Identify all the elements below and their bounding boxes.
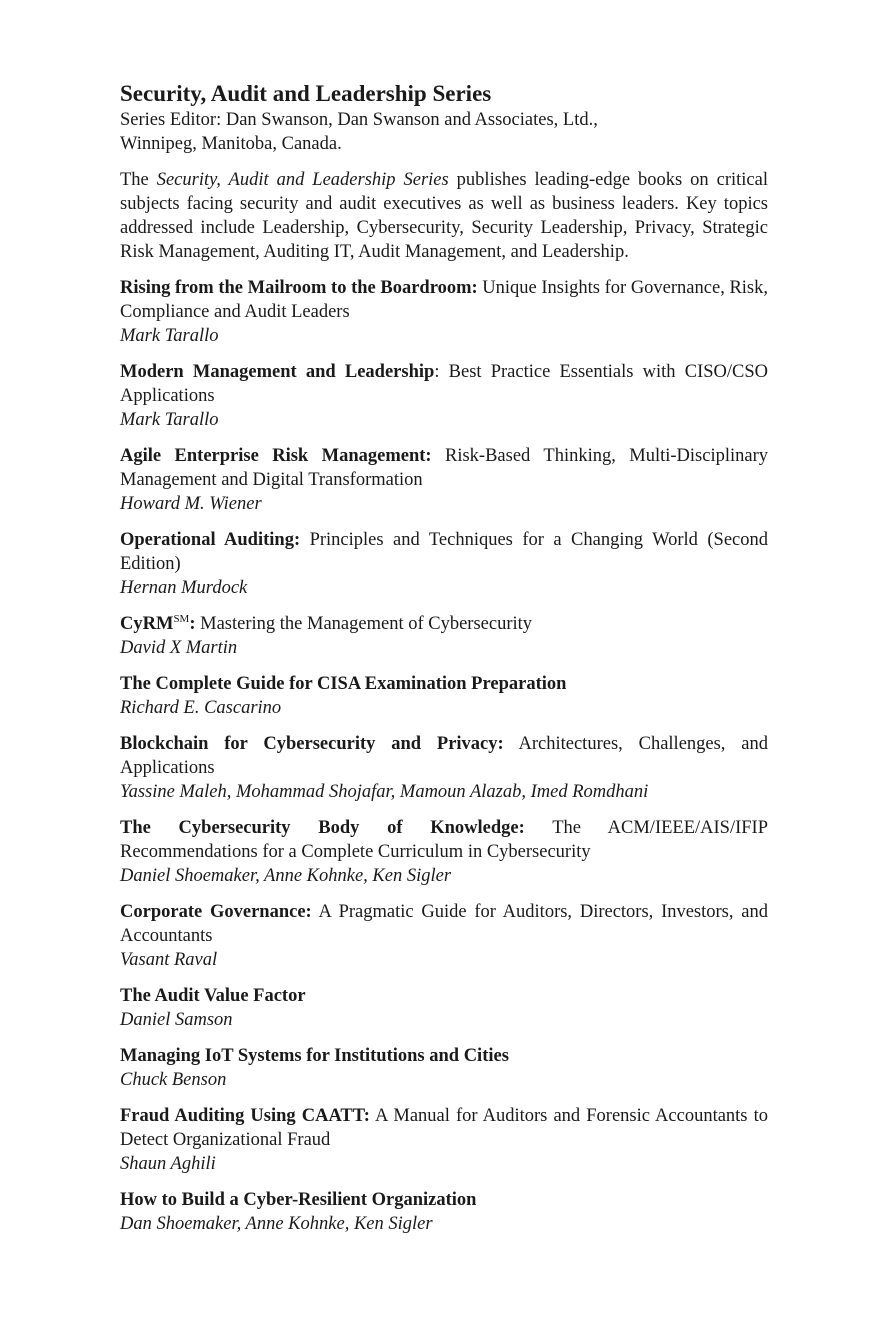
- intro-prefix: The: [120, 170, 157, 190]
- book-authors: Daniel Samson: [120, 1010, 233, 1030]
- service-mark: SM: [173, 612, 190, 625]
- book-authors: Mark Tarallo: [120, 326, 219, 346]
- book-subtitle: Mastering the Management of Cybersecurity: [195, 614, 533, 634]
- book-entry: [120, 732, 768, 804]
- book-subtitle: The ACM/IEEE/AIS/IFIP Recommendations for a Complete Curriculum in Cybersecurity: [120, 818, 768, 862]
- book-entry: [120, 816, 768, 888]
- book-title: Modern Management and Leadership: [120, 362, 435, 382]
- series-intro: [120, 168, 768, 264]
- book-entry: [120, 360, 768, 432]
- book-title: The Audit Value Factor: [120, 986, 306, 1006]
- book-subtitle: Unique Insights for Governance, Risk, Compliance and Audit Leaders: [120, 278, 768, 322]
- book-entry: [120, 612, 768, 660]
- book-entry: [120, 672, 768, 720]
- intro-series-name: Security, Audit and Leadership Series: [156, 170, 449, 190]
- series-page: [120, 80, 768, 1236]
- book-entry: [120, 1188, 768, 1236]
- book-title: The Cybersecurity Body of Knowledge:: [120, 818, 525, 838]
- book-subtitle: A Manual for Auditors and Forensic Accountants to Detect Organizational Fraud: [120, 1106, 768, 1150]
- series-editor-line2: Winnipeg, Manitoba, Canada.: [120, 134, 342, 154]
- book-title: Fraud Auditing Using CAATT:: [120, 1106, 370, 1126]
- book-title: [120, 614, 196, 634]
- book-entry: [120, 1044, 768, 1092]
- book-subtitle: Principles and Techniques for a Changing World (Second Edition): [120, 530, 768, 574]
- series-title: Security, Audit and Leadership Series: [120, 81, 492, 106]
- book-authors: Chuck Benson: [120, 1070, 227, 1090]
- book-title: Rising from the Mailroom to the Boardroom:: [120, 278, 478, 298]
- book-title: How to Build a Cyber-Resilient Organization: [120, 1190, 477, 1210]
- book-entry: [120, 444, 768, 516]
- book-title: Operational Auditing:: [120, 530, 301, 550]
- book-authors: Richard E. Cascarino: [120, 698, 282, 718]
- series-editor: [120, 108, 768, 156]
- book-title-colon: :: [189, 614, 196, 634]
- book-authors: Howard M. Wiener: [120, 494, 262, 514]
- book-title: Blockchain for Cybersecurity and Privacy:: [120, 734, 504, 754]
- book-authors: David X Martin: [120, 638, 238, 658]
- book-subtitle: Risk-Based Thinking, Multi-Disciplinary Management and Digital Transformation: [120, 446, 769, 490]
- book-entry: [120, 1104, 768, 1176]
- series-editor-line1: Series Editor: Dan Swanson, Dan Swanson and Associates, Ltd.,: [120, 110, 598, 130]
- book-entry: [120, 984, 768, 1032]
- book-authors: Hernan Murdock: [120, 578, 248, 598]
- book-authors: Mark Tarallo: [120, 410, 219, 430]
- book-title: Managing IoT Systems for Institutions and Cities: [120, 1046, 509, 1066]
- book-authors: Vasant Raval: [120, 950, 218, 970]
- book-authors: Shaun Aghili: [120, 1154, 216, 1174]
- book-title: Corporate Governance:: [120, 902, 312, 922]
- book-authors: Yassine Maleh, Mohammad Shojafar, Mamoun Alazab, Imed Romdhani: [120, 782, 649, 802]
- book-entry: [120, 528, 768, 600]
- book-entry: [120, 276, 768, 348]
- book-entry: [120, 900, 768, 972]
- book-title-main: CyRM: [120, 614, 174, 634]
- book-subtitle: A Pragmatic Guide for Auditors, Directors, Investors, and Accountants: [120, 902, 768, 946]
- book-subtitle: Architectures, Challenges, and Applications: [120, 734, 768, 778]
- book-title: The Complete Guide for CISA Examination Preparation: [120, 674, 567, 694]
- book-subtitle: : Best Practice Essentials with CISO/CSO Applications: [120, 362, 769, 406]
- book-authors: Daniel Shoemaker, Anne Kohnke, Ken Sigler: [120, 866, 452, 886]
- book-authors: Dan Shoemaker, Anne Kohnke, Ken Sigler: [120, 1214, 433, 1234]
- book-title: Agile Enterprise Risk Management:: [120, 446, 432, 466]
- intro-text: publishes leading-edge books on critical subjects facing security and audit executives as well as business leaders. Key topics addressed include Leadership, Cybersecurity, Security Leadership, Privacy, Strategic Risk Management, Auditing IT, Audit Management, and Leadership.: [120, 170, 768, 262]
